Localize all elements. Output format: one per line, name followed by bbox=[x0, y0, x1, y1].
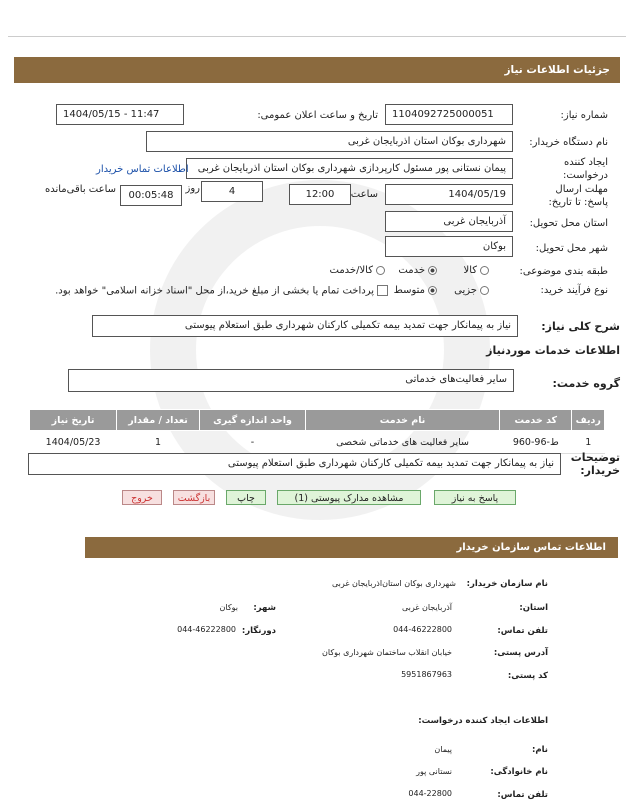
category-option-service[interactable] bbox=[398, 265, 440, 276]
buyer-org-field: شهرداری بوکان استان اذربایجان غربی bbox=[146, 131, 513, 152]
service-code: ط-96-960 bbox=[500, 431, 572, 454]
need-date: 1404/05/23 bbox=[30, 431, 117, 454]
service-name: سایر فعالیت های خدماتی شخصی bbox=[305, 431, 499, 454]
deadline-time-label: ساعت bbox=[350, 189, 378, 200]
contact-postal-label: کد پستی: bbox=[507, 671, 548, 681]
quantity: 1 bbox=[117, 431, 200, 454]
creator-family-value: نستانی پور bbox=[416, 767, 452, 776]
contact-city-label: شهر: bbox=[253, 603, 276, 613]
contact-city-value: بوکان bbox=[219, 603, 238, 612]
category-option-goods[interactable] bbox=[463, 265, 492, 276]
days-label: روز bbox=[185, 183, 200, 194]
checkbox-icon bbox=[377, 285, 388, 296]
radio-selected-icon bbox=[428, 286, 437, 295]
category-option-goods-label: کالا bbox=[463, 265, 477, 276]
row-index: 1 bbox=[572, 431, 605, 454]
exit-button[interactable]: خروج bbox=[122, 490, 162, 505]
radio-icon bbox=[480, 286, 489, 295]
treasury-payment-note: پرداخت تمام یا بخشی از مبلغ خرید،از محل "اسناد خزانه اسلامی" خواهد بود. bbox=[55, 285, 374, 297]
contact-org-value: شهرداری بوکان استان‌اذربایجان غربی bbox=[332, 579, 456, 588]
category-label: طبقه بندی موضوعی: bbox=[519, 266, 608, 277]
table-header-row bbox=[30, 410, 605, 431]
contact-fax-value: 044-46222800 bbox=[177, 625, 236, 634]
deadline-time-field: 12:00 bbox=[289, 184, 351, 205]
print-button[interactable]: چاپ bbox=[226, 490, 266, 505]
contact-section-title: اطلاعات تماس سازمان خریدار bbox=[85, 537, 618, 558]
col-header: تعداد / مقدار bbox=[117, 410, 200, 431]
radio-icon bbox=[376, 266, 385, 275]
contact-address-label: آدرس پستی: bbox=[493, 648, 548, 658]
buyer-org-label: نام دستگاه خریدار: bbox=[529, 137, 608, 148]
radio-selected-icon bbox=[428, 266, 437, 275]
reply-button[interactable]: پاسخ به نیاز bbox=[434, 490, 516, 505]
creator-name-value: پیمان bbox=[434, 745, 452, 754]
remaining-days-field: 4 bbox=[201, 181, 263, 202]
col-header: کد خدمت bbox=[500, 410, 572, 431]
col-header: نام خدمت bbox=[305, 410, 499, 431]
creator-label: ایجاد کننده درخواست: bbox=[563, 157, 608, 181]
treasury-payment-checkbox[interactable] bbox=[55, 285, 391, 297]
creator-phone-label: تلفن تماس: bbox=[497, 790, 548, 800]
process-option-small[interactable] bbox=[454, 285, 492, 296]
col-header: تاریخ نیاز bbox=[30, 410, 117, 431]
creator-name-label: نام: bbox=[531, 745, 548, 755]
radio-icon bbox=[480, 266, 489, 275]
remaining-time-label: ساعت باقی‌مانده bbox=[44, 184, 116, 195]
contact-org-label: نام سازمان خریدار: bbox=[466, 579, 548, 589]
category-option-both[interactable] bbox=[330, 265, 389, 276]
category-option-both-label: کالا/خدمت bbox=[329, 265, 373, 276]
process-type-label: نوع فرآیند خرید: bbox=[540, 285, 608, 296]
announce-field: 1404/05/15 - 11:47 bbox=[56, 104, 184, 125]
contact-fax-label: دورنگار: bbox=[241, 626, 276, 636]
summary-label: شرح کلی نیاز: bbox=[541, 320, 620, 333]
creator-info-title: اطلاعات ایجاد کننده درخواست: bbox=[418, 716, 548, 726]
back-button[interactable]: بازگشت bbox=[173, 490, 215, 505]
creator-phone-value: 044-22800 bbox=[408, 789, 452, 798]
contact-province-value: آذربایجان غربی bbox=[401, 603, 452, 612]
service-group-label: گروه خدمت: bbox=[552, 377, 620, 390]
contact-address-value: خیابان انقلاب ساختمان شهرداری بوکان bbox=[322, 648, 452, 657]
services-title: اطلاعات خدمات موردنیاز bbox=[486, 344, 620, 357]
col-header: واحد اندازه گیری bbox=[200, 410, 306, 431]
delivery-city-field: بوکان bbox=[385, 236, 513, 257]
unit: - bbox=[200, 431, 306, 454]
delivery-province-label: استان محل تحویل: bbox=[529, 218, 608, 229]
page-title: جزئیات اطلاعات نیاز bbox=[14, 57, 620, 83]
top-divider bbox=[8, 36, 626, 37]
deadline-date-field: 1404/05/19 bbox=[385, 184, 513, 205]
col-header: ردیف bbox=[572, 410, 605, 431]
deadline-label: مهلت ارسال پاسخ: تا تاریخ: bbox=[548, 184, 608, 208]
need-number-field: 1104092725000051 bbox=[385, 104, 513, 125]
view-attachments-button[interactable]: مشاهده مدارک پیوستی (1) bbox=[277, 490, 421, 505]
process-option-medium-label: متوسط bbox=[393, 285, 425, 296]
contact-postal-value: 5951867963 bbox=[401, 670, 452, 679]
need-number-label: شماره نیاز: bbox=[560, 110, 608, 121]
contact-phone-label: تلفن تماس: bbox=[497, 626, 548, 636]
buyer-notes-field: نیاز به پیمانکار جهت تمدید بیمه تکمیلی کارکنان شهرداری طبق استعلام پیوستی bbox=[28, 453, 561, 475]
buyer-notes-label: توضیحات خریدار: bbox=[570, 451, 620, 477]
contact-province-label: استان: bbox=[519, 603, 548, 613]
table-row bbox=[30, 431, 605, 454]
services-table bbox=[29, 409, 605, 454]
summary-field: نیاز به پیمانکار جهت تمدید بیمه تکمیلی کارکنان شهرداری طبق استعلام پیوستی bbox=[92, 315, 518, 337]
delivery-province-field: آذربایجان غربی bbox=[385, 211, 513, 232]
process-option-medium[interactable] bbox=[394, 285, 440, 296]
process-option-small-label: جزیی bbox=[454, 285, 477, 296]
creator-family-label: نام خانوادگی: bbox=[490, 767, 548, 777]
category-option-service-label: خدمت bbox=[398, 265, 425, 276]
remaining-time-field: 00:05:48 bbox=[120, 185, 182, 206]
buyer-contact-link[interactable]: اطلاعات تماس خریدار bbox=[96, 164, 189, 175]
service-group-field: سایر فعالیت‌های خدماتی bbox=[68, 369, 514, 392]
contact-phone-value: 044-46222800 bbox=[393, 625, 452, 634]
announce-label: تاریخ و ساعت اعلان عمومی: bbox=[257, 110, 378, 121]
creator-field: پیمان نستانی پور مسئول کارپردازی شهرداری بوکان استان اذربایجان غربی bbox=[186, 158, 513, 179]
delivery-city-label: شهر محل تحویل: bbox=[535, 243, 608, 254]
